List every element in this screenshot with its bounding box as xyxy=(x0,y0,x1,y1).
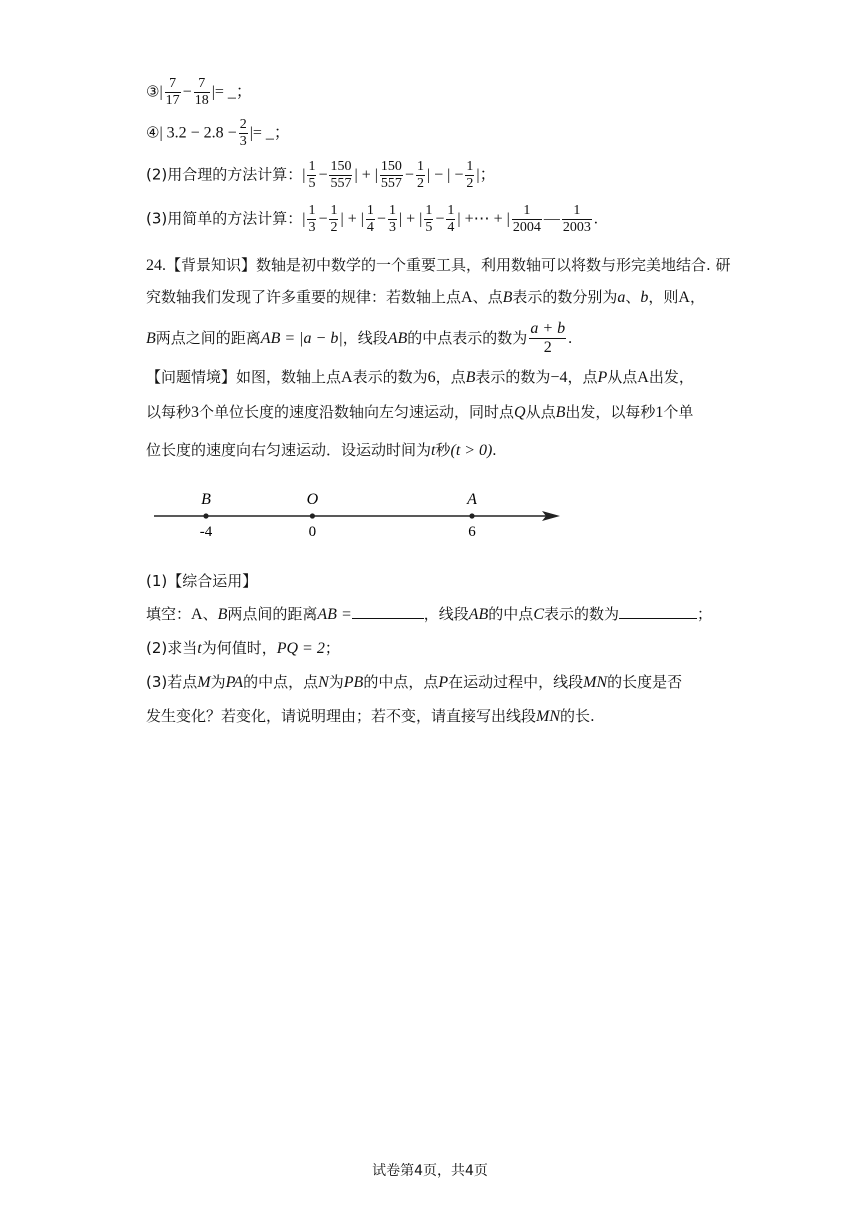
fraction: $\frac{1}{2}$ xyxy=(416,159,424,192)
item-3: ③| $\frac{7}{17}$ − $\frac{7}{18}$ |= _； xyxy=(146,76,252,109)
fraction: $\frac{7}{17}$ xyxy=(165,76,180,109)
fraction: $\frac{1}{2}$ xyxy=(466,159,474,192)
fraction: $\frac{150}{557}$ xyxy=(380,159,402,192)
item-4-marker: ④ xyxy=(146,123,160,142)
point-B-value: -4 xyxy=(199,524,213,540)
point-O-value: 0 xyxy=(308,524,317,540)
fraction: $\frac{1}{4}$ xyxy=(366,203,374,236)
part-3-expression: (3)用简单的方法计算：| $\frac{1}{3}$ − $\frac{1}{2}$ | + | $\frac{1}{4}$ − $\frac{1}{3}$ | + | $\frac{1}{5}$ − $\frac{1}{4}$ | +⋯ + | $\frac{1}{2004}$ — $\frac{1}{2003}$ . xyxy=(146,203,598,236)
section-title: 【背景知识】 xyxy=(166,256,257,274)
point-A-label: A xyxy=(467,491,477,508)
question-1-title: (1)【综合运用】 xyxy=(146,572,258,590)
fraction: $\frac{1}{5}$ xyxy=(308,159,316,192)
question-2-text: (2)求当t为何值时，PQ = 2； xyxy=(146,639,340,657)
point-A-marker xyxy=(469,513,474,518)
answer-blank[interactable] xyxy=(619,604,697,619)
fraction: $\frac{a + b}{2}$ xyxy=(530,320,566,357)
point-B-marker xyxy=(203,513,208,518)
part-2-expression: (2)用合理的方法计算：| $\frac{1}{5}$ − $\frac{150}{557}$ | + | $\frac{150}{557}$ − $\frac{1}{2}$ | − | − $\frac{1}{2}$ |； xyxy=(146,159,496,192)
section-title: 【问题情境】 xyxy=(146,368,237,386)
situation-line-2: 以每秒3个单位长度的速度沿数轴向左匀速运动，同时点Q从点B出发，以每秒1个单 xyxy=(146,403,694,421)
point-A-value: 6 xyxy=(468,524,476,540)
question-1-text: 填空：A、B两点间的距离AB = ，线段AB的中点C表示的数为 ； xyxy=(146,605,713,623)
fraction: $\frac{7}{18}$ xyxy=(194,76,209,109)
point-O-label: O xyxy=(306,491,319,508)
fraction: $\frac{1}{2003}$ xyxy=(562,203,591,236)
situation-line-1: 【问题情境】如图，数轴上点A表示的数为6，点B表示的数为−4，点P从点A出发， xyxy=(146,368,694,386)
fraction: $\frac{1}{3}$ xyxy=(388,203,396,236)
fraction: $\frac{150}{557}$ xyxy=(330,159,352,192)
problem-24-line-3: B两点之间的距离AB = |a − b|，线段AB的中点表示的数为 $\frac{a + b}{2}$ . xyxy=(146,320,573,357)
problem-24-line-1: 24.【背景知识】数轴是初中数学的一个重要工具，利用数轴可以将数与形完美地结合. 研 xyxy=(146,256,731,274)
problem-24-line-2: 究数轴我们发现了许多重要的规律：若数轴上点A、点B表示的数分别为a、b，则A， xyxy=(146,288,705,306)
item-3-marker: ③ xyxy=(146,82,160,101)
fraction: $\frac{1}{5}$ xyxy=(425,203,433,236)
point-B-label: B xyxy=(201,491,211,508)
point-O-marker xyxy=(310,513,315,518)
fraction: $\frac{2}{3}$ xyxy=(239,117,247,150)
fraction: $\frac{1}{3}$ xyxy=(308,203,316,236)
fraction: $\frac{1}{4}$ xyxy=(447,203,455,236)
page-footer: 试卷第4页，共4页 xyxy=(372,1163,488,1179)
question-3-text-line-2: 发生变化？若变化，请说明理由；若不变，请直接写出线段MN的长. xyxy=(146,707,595,725)
situation-line-3: 位长度的速度向右匀速运动．设运动时间为t秒(t > 0). xyxy=(146,441,497,459)
answer-blank[interactable] xyxy=(352,604,424,619)
item-4: ④| 3.2 − 2.8 − $\frac{2}{3}$ |= _； xyxy=(146,117,290,150)
number-line-figure xyxy=(150,488,590,548)
question-3-text-line-1: (3)若点M为PA的中点，点N为PB的中点，点P在运动过程中，线段MN的长度是否 xyxy=(146,673,683,691)
fraction: $\frac{1}{2004}$ xyxy=(512,203,541,236)
fraction: $\frac{1}{2}$ xyxy=(330,203,338,236)
